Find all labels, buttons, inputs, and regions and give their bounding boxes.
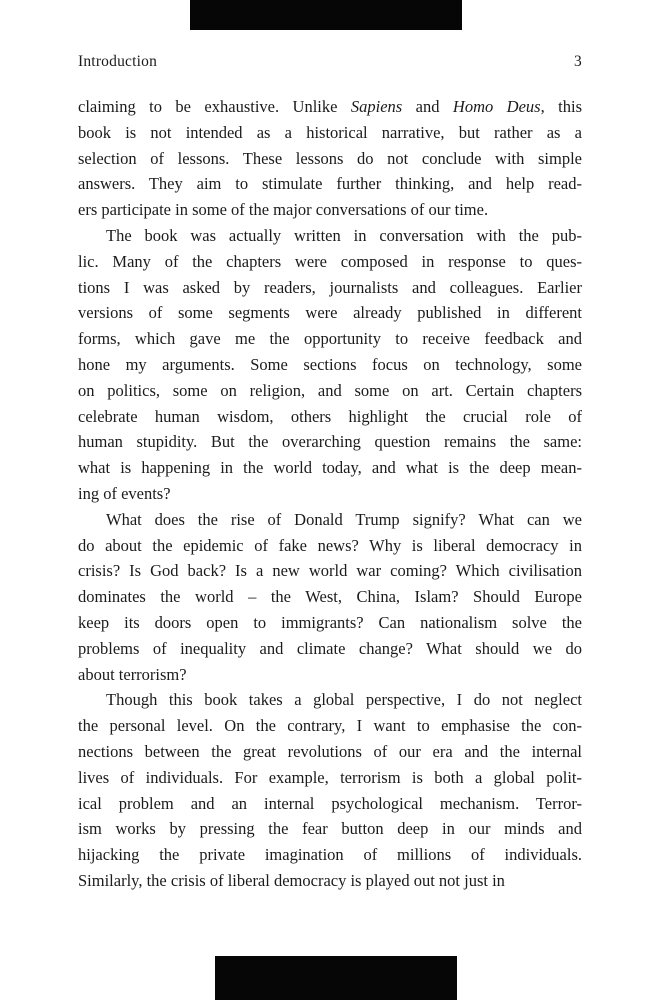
- text-line: do about the epidemic of fake news? Why is liberal democracy in: [78, 535, 582, 555]
- text-line: what is happening in the world today, and what is the deep mean-: [78, 458, 582, 478]
- text-line: Though this book takes a global perspective, I do not neglect: [106, 690, 582, 710]
- paragraph: [78, 507, 582, 688]
- scan-artifact-top: [190, 0, 462, 30]
- text-line: Similarly, the crisis of liberal democracy is played out not just in: [78, 870, 505, 890]
- text-line: lives of individuals. For example, terrorism is both a global polit-: [78, 767, 582, 787]
- text-line: dominates the world – the West, China, Islam? Should Europe: [78, 587, 582, 607]
- text-line: selection of lessons. These lessons do not conclude with simple: [78, 148, 582, 168]
- text-line: human stupidity. But the overarching question remains the same:: [78, 432, 582, 452]
- paragraph: [78, 687, 582, 893]
- text-line: keep its doors open to immigrants? Can nationalism solve the: [78, 612, 582, 632]
- paragraph: [78, 223, 582, 507]
- text-line: The book was actually written in conversation with the pub-: [106, 225, 582, 245]
- text-line: ers participate in some of the major conversations of our time.: [78, 200, 489, 220]
- text-line: book is not intended as a historical narrative, but rather as a: [78, 122, 582, 142]
- text-line: crisis? Is God back? Is a new world war coming? Which civilisation: [78, 561, 582, 581]
- paragraph: [78, 94, 582, 223]
- text-line: ing of events?: [78, 483, 171, 503]
- text-line: the personal level. On the contrary, I want to emphasise the con-: [78, 716, 582, 736]
- text-line: forms, which gave me the opportunity to receive feedback and: [78, 329, 582, 349]
- text-line: on politics, some on religion, and some on art. Certain chapters: [78, 380, 582, 400]
- body-text: [78, 94, 582, 894]
- section-title: Introduction: [78, 53, 158, 70]
- text-line: ical problem and an internal psychological mechanism. Terror-: [78, 793, 582, 813]
- text-line: answers. They aim to stimulate further thinking, and help read-: [78, 174, 582, 194]
- text-line: problems of inequality and climate change? What should we do: [78, 638, 582, 658]
- text-line: celebrate human wisdom, others highlight the crucial role of: [78, 406, 582, 426]
- text-line: about terrorism?: [78, 664, 187, 684]
- text-line: What does the rise of Donald Trump signify? What can we: [106, 509, 582, 529]
- page-number: 3: [574, 53, 582, 70]
- scan-artifact-bottom: [215, 956, 457, 1000]
- text-line: hone my arguments. Some sections focus on technology, some: [78, 354, 582, 374]
- page-header: [78, 53, 582, 71]
- text-line: nections between the great revolutions of our era and the internal: [78, 741, 582, 761]
- text-line: lic. Many of the chapters were composed in response to ques-: [78, 251, 582, 271]
- text-line: hijacking the private imagination of millions of individuals.: [78, 845, 582, 865]
- text-line: ism works by pressing the fear button deep in our minds and: [78, 819, 582, 839]
- text-line: versions of some segments were already published in different: [78, 303, 582, 323]
- text-line: claiming to be exhaustive. Unlike Sapiens and Homo Deus, this: [78, 97, 583, 116]
- text-line: tions I was asked by readers, journalists and colleagues. Earlier: [78, 277, 582, 297]
